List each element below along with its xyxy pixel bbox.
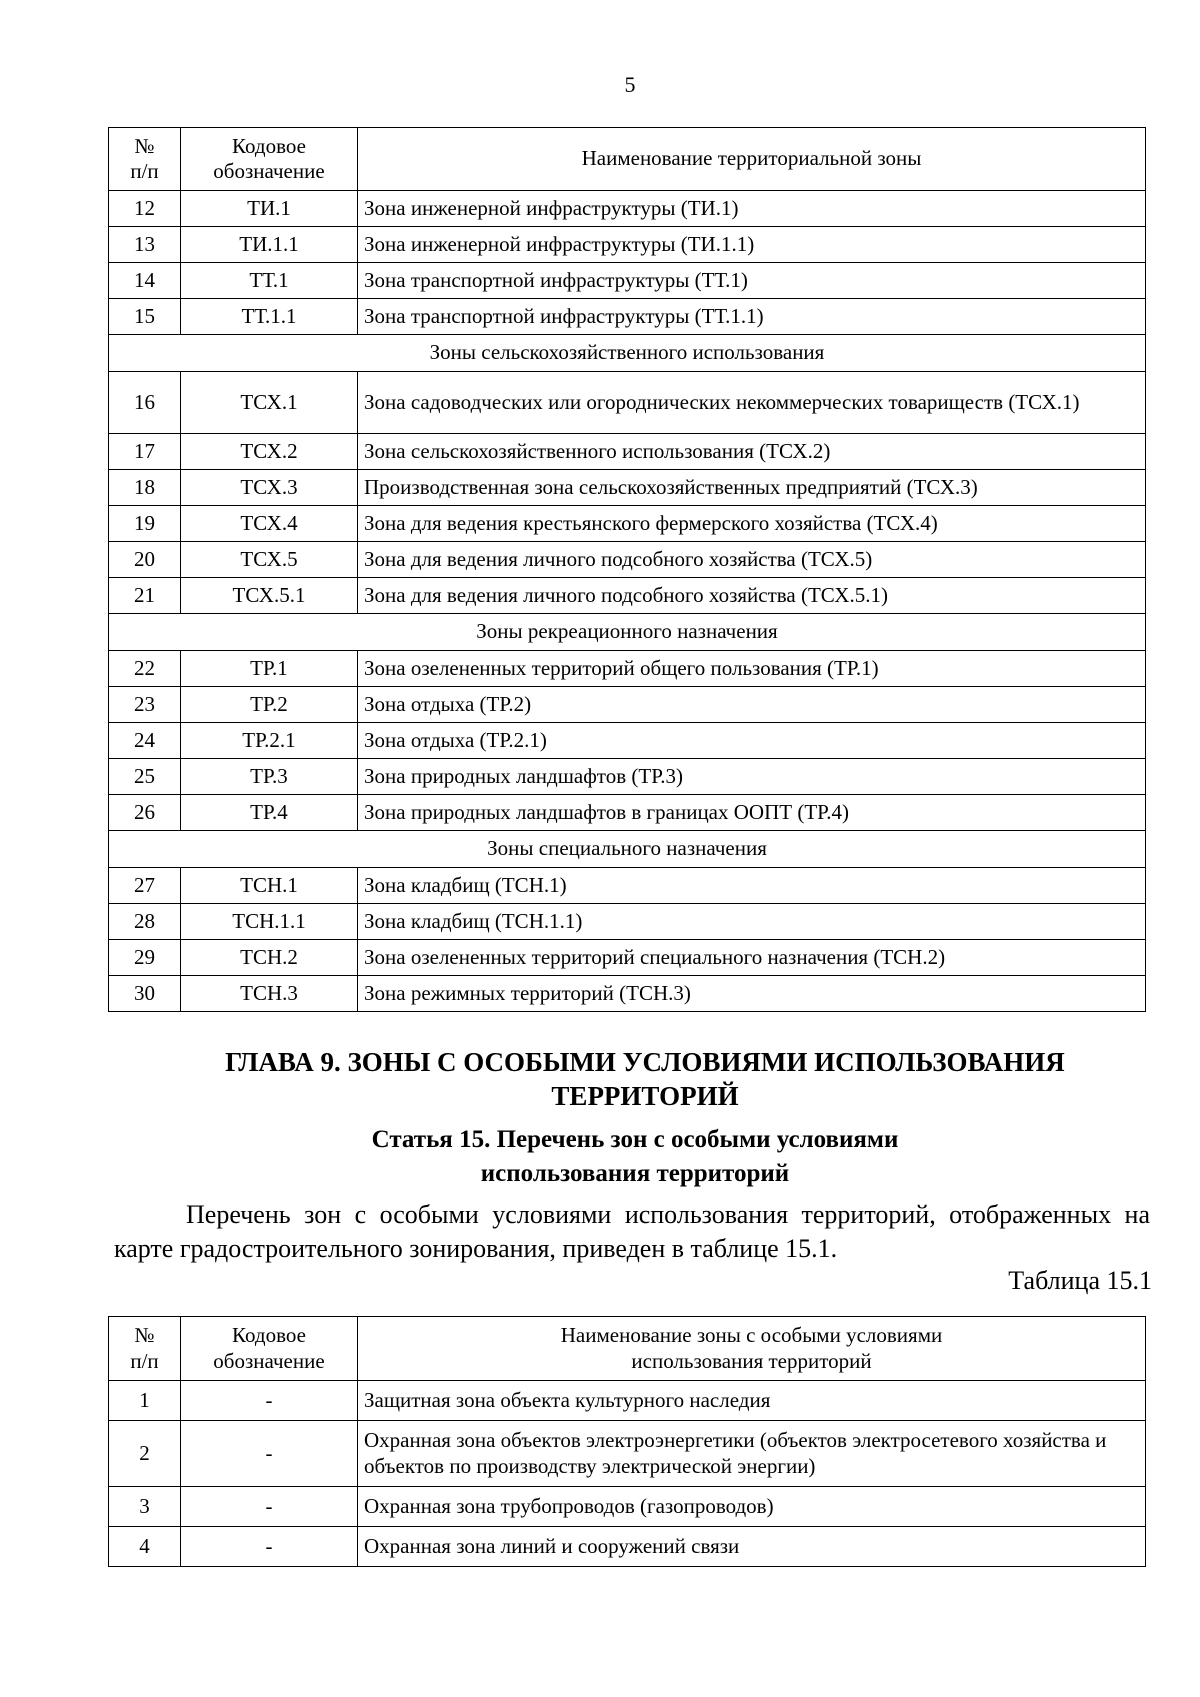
zone-code: - bbox=[181, 1381, 358, 1421]
table-row bbox=[109, 868, 1146, 904]
zone-name: Зона для ведения личного подсобного хозяйства (ТСХ.5.1) bbox=[358, 578, 1146, 614]
page-number: 5 bbox=[624, 72, 636, 97]
zone-code: ТСХ.1 bbox=[181, 372, 358, 434]
table-row bbox=[109, 976, 1146, 1012]
zone-code: ТСН.1.1 bbox=[181, 904, 358, 940]
row-number: 13 bbox=[109, 227, 181, 263]
zone-name: Зона кладбищ (ТСН.1.1) bbox=[358, 904, 1146, 940]
table-row bbox=[109, 723, 1146, 759]
header-code: Кодовое обозначение bbox=[181, 1317, 358, 1381]
table-row bbox=[109, 263, 1146, 299]
table-caption: Таблица 15.1 bbox=[1008, 1266, 1152, 1295]
zone-code: ТСХ.3 bbox=[181, 470, 358, 506]
table-row bbox=[109, 759, 1146, 795]
zone-name: Охранная зона трубопроводов (газопроводов) bbox=[358, 1487, 1146, 1527]
header-code: Кодовое обозначение bbox=[181, 128, 358, 191]
group-row bbox=[109, 831, 1146, 868]
row-number: 16 bbox=[109, 372, 181, 434]
zone-code: ТИ.1 bbox=[181, 191, 358, 227]
chapter-heading: ГЛАВА 9. ЗОНЫ С ОСОБЫМИ УСЛОВИЯМИ ИСПОЛЬЗОВАНИЯ ТЕРРИТОРИЙ bbox=[225, 1047, 1065, 1111]
table-row bbox=[109, 1381, 1146, 1421]
table-row bbox=[109, 542, 1146, 578]
table-row bbox=[109, 1527, 1146, 1567]
row-number: 29 bbox=[109, 940, 181, 976]
table-row bbox=[109, 940, 1146, 976]
zone-name: Охранная зона линий и сооружений связи bbox=[358, 1527, 1146, 1567]
zone-code: ТР.3 bbox=[181, 759, 358, 795]
zone-name: Зона озелененных территорий специального назначения (ТСН.2) bbox=[358, 940, 1146, 976]
header-zone-name: Наименование зоны с особыми условиями использования территорий bbox=[358, 1317, 1146, 1381]
row-number: 2 bbox=[109, 1421, 181, 1487]
zone-name: Зона инженерной инфраструктуры (ТИ.1.1) bbox=[358, 227, 1146, 263]
table-row bbox=[109, 795, 1146, 831]
group-heading-special: Зоны специального назначения bbox=[109, 831, 1146, 868]
row-number: 1 bbox=[109, 1381, 181, 1421]
zone-name: Охранная зона объектов электроэнергетики (объектов электросетевого хозяйства и объектов по производству электрической энергии) bbox=[358, 1421, 1146, 1487]
table-header-row bbox=[109, 128, 1146, 191]
special-conditions-zones-table bbox=[108, 1316, 1146, 1567]
header-number: № п/п bbox=[109, 1317, 181, 1381]
row-number: 26 bbox=[109, 795, 181, 831]
table-row bbox=[109, 651, 1146, 687]
zone-code: - bbox=[181, 1487, 358, 1527]
zone-code: ТИ.1.1 bbox=[181, 227, 358, 263]
row-number: 23 bbox=[109, 687, 181, 723]
territorial-zones-table bbox=[108, 127, 1146, 1012]
table-row bbox=[109, 1421, 1146, 1487]
row-number: 30 bbox=[109, 976, 181, 1012]
row-number: 18 bbox=[109, 470, 181, 506]
zone-code: ТТ.1.1 bbox=[181, 299, 358, 335]
table-row bbox=[109, 434, 1146, 470]
table-header-row bbox=[109, 1317, 1146, 1381]
group-heading-recreational: Зоны рекреационного назначения bbox=[109, 614, 1146, 651]
row-number: 21 bbox=[109, 578, 181, 614]
zone-name: Зона сельскохозяйственного использования (ТСХ.2) bbox=[358, 434, 1146, 470]
row-number: 27 bbox=[109, 868, 181, 904]
zone-code: ТСХ.5 bbox=[181, 542, 358, 578]
zone-code: ТР.1 bbox=[181, 651, 358, 687]
table-row bbox=[109, 191, 1146, 227]
zone-name: Зона отдыха (ТР.2.1) bbox=[358, 723, 1146, 759]
zone-code: - bbox=[181, 1421, 358, 1487]
zone-code: ТСХ.2 bbox=[181, 434, 358, 470]
zone-code: ТСХ.4 bbox=[181, 506, 358, 542]
table-row bbox=[109, 470, 1146, 506]
zone-name: Зона озелененных территорий общего пользования (ТР.1) bbox=[358, 651, 1146, 687]
zone-name: Зона инженерной инфраструктуры (ТИ.1) bbox=[358, 191, 1146, 227]
zone-code: ТР.2.1 bbox=[181, 723, 358, 759]
zone-code: ТСХ.5.1 bbox=[181, 578, 358, 614]
row-number: 14 bbox=[109, 263, 181, 299]
table-row bbox=[109, 227, 1146, 263]
zone-name: Зона транспортной инфраструктуры (ТТ.1) bbox=[358, 263, 1146, 299]
table-row bbox=[109, 506, 1146, 542]
zone-code: ТТ.1 bbox=[181, 263, 358, 299]
group-heading-agricultural: Зоны сельскохозяйственного использования bbox=[109, 335, 1146, 372]
zone-name: Зона для ведения личного подсобного хозяйства (ТСХ.5) bbox=[358, 542, 1146, 578]
zone-name: Зона отдыха (ТР.2) bbox=[358, 687, 1146, 723]
group-row bbox=[109, 335, 1146, 372]
row-number: 15 bbox=[109, 299, 181, 335]
row-number: 12 bbox=[109, 191, 181, 227]
row-number: 17 bbox=[109, 434, 181, 470]
row-number: 22 bbox=[109, 651, 181, 687]
zone-name: Зона транспортной инфраструктуры (ТТ.1.1) bbox=[358, 299, 1146, 335]
zone-name: Зона садоводческих или огороднических некоммерческих товариществ (ТСХ.1) bbox=[358, 372, 1146, 434]
row-number: 20 bbox=[109, 542, 181, 578]
zone-code: ТСН.3 bbox=[181, 976, 358, 1012]
zone-code: ТСН.1 bbox=[181, 868, 358, 904]
zone-name: Защитная зона объекта культурного наследия bbox=[358, 1381, 1146, 1421]
header-number: № п/п bbox=[109, 128, 181, 191]
row-number: 4 bbox=[109, 1527, 181, 1567]
zone-code: ТР.4 bbox=[181, 795, 358, 831]
zone-code: ТСН.2 bbox=[181, 940, 358, 976]
zone-name: Зона кладбищ (ТСН.1) bbox=[358, 868, 1146, 904]
article-heading: Статья 15. Перечень зон с особыми условиями использования территорий bbox=[371, 1126, 899, 1187]
row-number: 28 bbox=[109, 904, 181, 940]
table-row bbox=[109, 1487, 1146, 1527]
header-zone-name: Наименование территориальной зоны bbox=[358, 128, 1146, 191]
zone-code: - bbox=[181, 1527, 358, 1567]
zone-name: Зона режимных территорий (ТСН.3) bbox=[358, 976, 1146, 1012]
row-number: 24 bbox=[109, 723, 181, 759]
table-row bbox=[109, 687, 1146, 723]
zone-name: Зона для ведения крестьянского фермерского хозяйства (ТСХ.4) bbox=[358, 506, 1146, 542]
zone-code: ТР.2 bbox=[181, 687, 358, 723]
table-row bbox=[109, 578, 1146, 614]
body-paragraph: Перечень зон с особыми условиями использования территорий, отображенных на карте градостроительного зонирования, приведен в таблице 15.1. bbox=[114, 1200, 1150, 1263]
table-row bbox=[109, 299, 1146, 335]
table-row bbox=[109, 904, 1146, 940]
zone-name: Зона природных ландшафтов (ТР.3) bbox=[358, 759, 1146, 795]
zone-name: Производственная зона сельскохозяйственных предприятий (ТСХ.3) bbox=[358, 470, 1146, 506]
table-row bbox=[109, 372, 1146, 434]
row-number: 25 bbox=[109, 759, 181, 795]
group-row bbox=[109, 614, 1146, 651]
row-number: 19 bbox=[109, 506, 181, 542]
zone-name: Зона природных ландшафтов в границах ООПТ (ТР.4) bbox=[358, 795, 1146, 831]
row-number: 3 bbox=[109, 1487, 181, 1527]
